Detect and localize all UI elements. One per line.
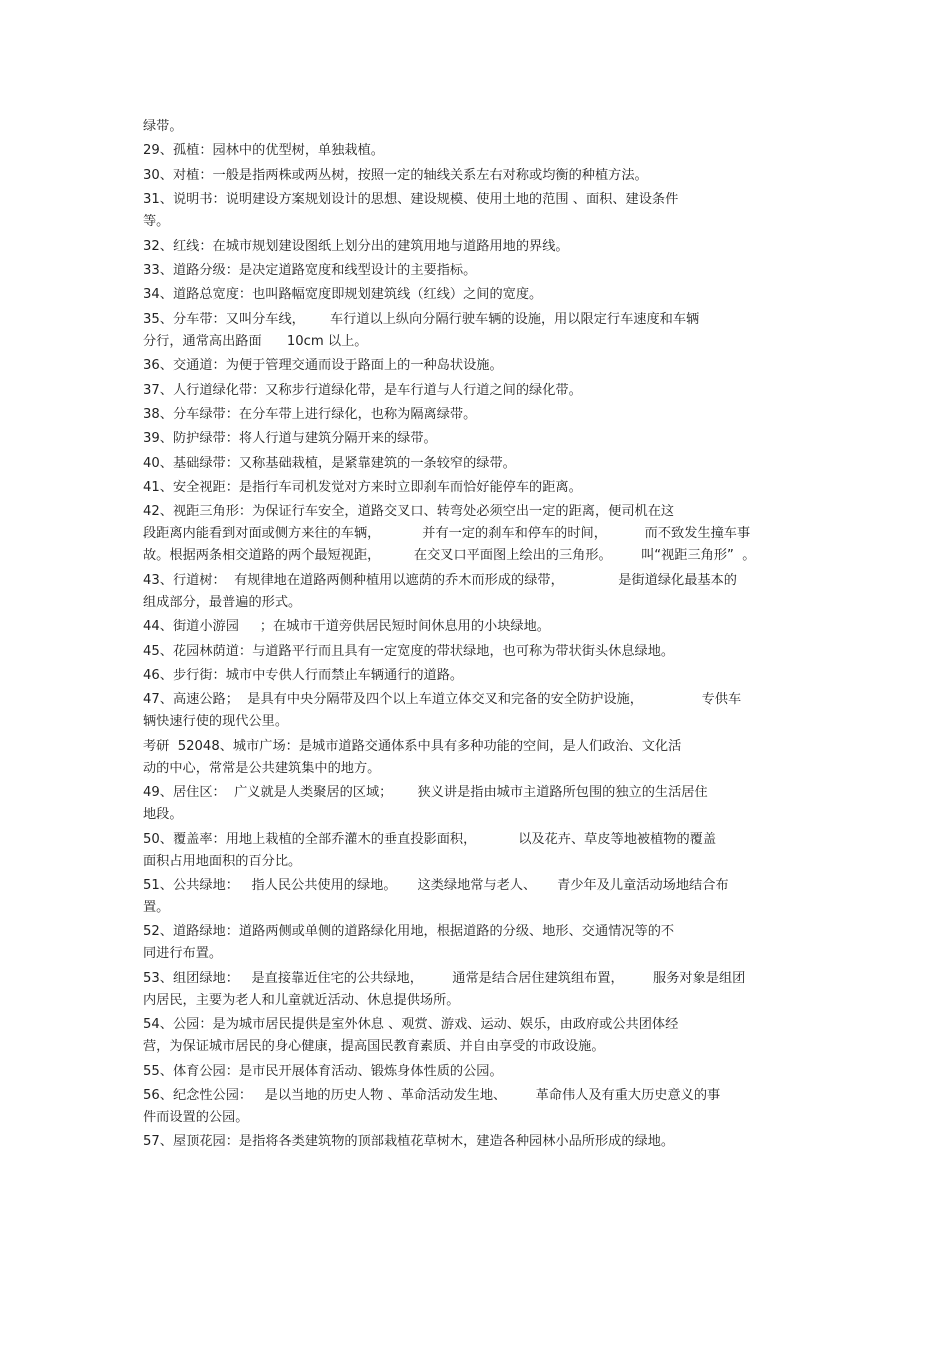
text-line: 41、安全视距：是指行车司机发觉对方来时立即刹车而恰好能停车的距离。 — [143, 480, 582, 496]
text-line: 置。 — [143, 899, 170, 915]
text-line: 辆快速行使的现代公里。 — [143, 714, 289, 730]
definition-paragraph — [143, 189, 813, 233]
text-line: 动的中心，常常是公共建筑集中的地方。 — [143, 760, 381, 776]
text-line: 30、对植：一般是指两株或两丛树，按照一定的轴线关系左右对称或均衡的种植方法。 — [143, 167, 648, 183]
text-line: 同进行布置。 — [143, 946, 223, 962]
definition-paragraph — [143, 1061, 813, 1083]
text-line: 57、屋顶花园：是指将各类建筑物的顶部栽植花草树木，建造各种园林小品所形成的绿地。 — [143, 1134, 675, 1150]
definition-paragraph — [143, 665, 813, 687]
definition-paragraph — [143, 736, 813, 780]
definition-paragraph — [143, 570, 813, 614]
definition-paragraph — [143, 1085, 813, 1129]
definition-paragraph — [143, 236, 813, 258]
text-line: 37、人行道绿化带：又称步行道绿化带，是车行道与人行道之间的绿化带。 — [143, 382, 582, 398]
text-line: 55、体育公园：是市民开展体育活动、锻炼身体性质的公园。 — [143, 1063, 503, 1079]
definition-paragraph — [143, 165, 813, 187]
definition-paragraph — [143, 380, 813, 402]
text-line: 35、分车带：又叫分车线， 车行道以上纵向分隔行驶车辆的设施，用以限定行车速度和车辆 — [143, 311, 700, 327]
definition-paragraph — [143, 116, 813, 138]
definition-paragraph — [143, 284, 813, 306]
definition-paragraph — [143, 641, 813, 663]
text-line: 39、防护绿带：将人行道与建筑分隔开来的绿带。 — [143, 431, 437, 447]
definition-paragraph — [143, 477, 813, 499]
text-line: 33、道路分级：是决定道路宽度和线型设计的主要指标。 — [143, 262, 477, 278]
text-line: 29、孤植：园林中的优型树，单独栽植。 — [143, 143, 384, 159]
text-line: 31、说明书：说明建设方案规划设计的思想、建设规模、使用土地的范围 、面积、建设条件 — [143, 192, 679, 208]
text-line: 50、覆盖率：用地上栽植的全部乔灌木的垂直投影面积， 以及花卉、草皮等地被植物的覆盖 — [143, 831, 717, 847]
text-line: 件而设置的公园。 — [143, 1109, 249, 1125]
definition-paragraph — [143, 616, 813, 638]
definition-paragraph — [143, 140, 813, 162]
definition-paragraph — [143, 453, 813, 475]
text-line: 等。 — [143, 214, 170, 230]
definition-paragraph — [143, 782, 813, 826]
text-line: 段距离内能看到对面或侧方来往的车辆， 并有一定的刹车和停车的时间， 而不致发生撞车事 — [143, 526, 751, 542]
definition-paragraph — [143, 875, 813, 919]
text-line: 44、街道小游园 ；在城市干道旁供居民短时间休息用的小块绿地。 — [143, 619, 550, 635]
text-line: 53、组团绿地： 是直接靠近住宅的公共绿地， 通常是结合居住建筑组布置， 服务对象是组团 — [143, 970, 746, 986]
text-line: 组成部分，最普遍的形式。 — [143, 594, 302, 610]
text-line: 36、交通道：为便于管理交通而设于路面上的一种岛状设施。 — [143, 358, 503, 374]
text-line: 地段。 — [143, 807, 183, 823]
text-line: 绿带。 — [143, 119, 183, 134]
text-line: 32、红线：在城市规划建设图纸上划分出的建筑用地与道路用地的界线。 — [143, 238, 569, 254]
text-line: 38、分车绿带：在分车带上进行绿化，也称为隔离绿带。 — [143, 406, 477, 422]
definition-paragraph — [143, 428, 813, 450]
definition-paragraph — [143, 1131, 813, 1153]
text-line: 47、高速公路； 是具有中央分隔带及四个以上车道立体交叉和完备的安全防护设施， 专供车 — [143, 692, 742, 708]
text-line: 考研 52048、城市广场：是城市道路交通体系中具有多种功能的空间，是人们政治、文化活 — [143, 738, 682, 754]
definition-paragraph — [143, 501, 813, 567]
text-line: 营，为保证城市居民的身心健康，提高国民教育素质、并自由享受的市政设施。 — [143, 1039, 605, 1055]
definition-paragraph — [143, 404, 813, 426]
text-line: 内居民，主要为老人和儿童就近活动、休息提供场所。 — [143, 992, 460, 1008]
definition-paragraph — [143, 355, 813, 377]
definition-paragraph — [143, 260, 813, 282]
text-line: 52、道路绿地：道路两侧或单侧的道路绿化用地，根据道路的分级、地形、交通情况等的不 — [143, 924, 675, 940]
text-line: 故。根据两条相交道路的两个最短视距， 在交叉口平面图上绘出的三角形。 叫“视距三角形” 。 — [143, 548, 756, 564]
definition-paragraph — [143, 1014, 813, 1058]
text-line: 面积占用地面积的百分比。 — [143, 853, 302, 869]
text-line: 51、公共绿地： 指人民公共使用的绿地。 这类绿地常与老人、 青少年及儿童活动场地结合布 — [143, 877, 729, 893]
text-line: 42、视距三角形：为保证行车安全，道路交叉口、转弯处必须空出一定的距离，便司机在这 — [143, 504, 675, 520]
text-line: 40、基础绿带：又称基础栽植，是紧靠建筑的一条较窄的绿带。 — [143, 455, 516, 471]
definition-paragraph — [143, 309, 813, 353]
text-line: 46、步行街：城市中专供人行而禁止车辆通行的道路。 — [143, 668, 464, 684]
text-line: 54、公园：是为城市居民提供是室外休息 、观赏、游戏、运动、娱乐，由政府或公共团体经 — [143, 1017, 679, 1033]
definition-paragraph — [143, 829, 813, 873]
text-line: 43、行道树： 有规律地在道路两侧种植用以遮荫的乔木而形成的绿带， 是街道绿化最基本的 — [143, 572, 737, 588]
document-body — [143, 116, 813, 1156]
definition-paragraph — [143, 689, 813, 733]
definition-paragraph — [143, 921, 813, 965]
text-line: 49、居住区： 广义就是人类聚居的区域； 狭义讲是指由城市主道路所包围的独立的生活居住 — [143, 785, 708, 801]
text-line: 56、纪念性公园： 是以当地的历史人物 、革命活动发生地、 革命伟人及有重大历史意义的事 — [143, 1087, 721, 1103]
text-line: 45、花园林荫道：与道路平行而且具有一定宽度的带状绿地，也可称为带状街头休息绿地。 — [143, 643, 675, 659]
definition-paragraph — [143, 968, 813, 1012]
text-line: 34、道路总宽度：也叫路幅宽度即规划建筑线（红线）之间的宽度。 — [143, 287, 543, 303]
text-line: 分行，通常高出路面 10cm 以上。 — [143, 333, 368, 349]
